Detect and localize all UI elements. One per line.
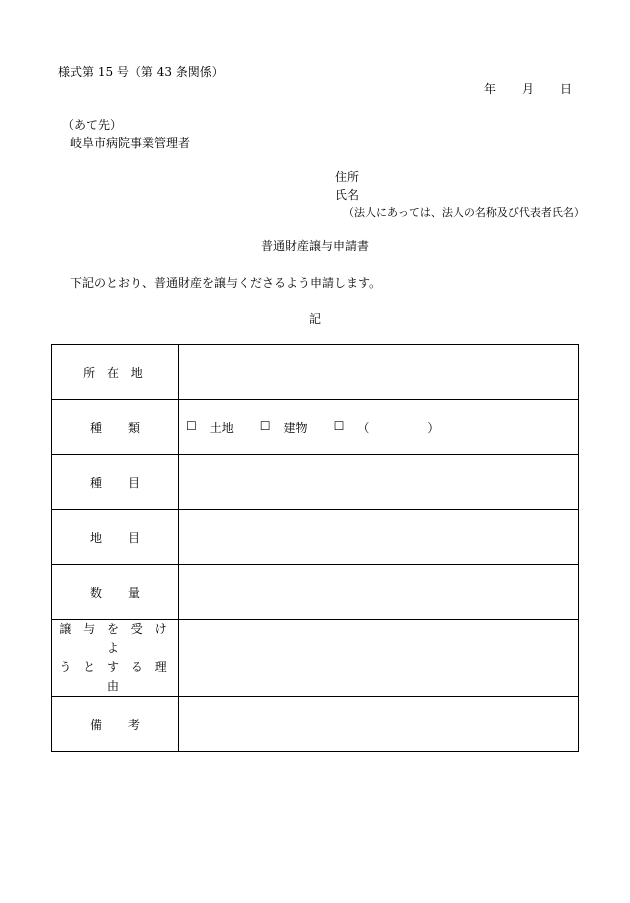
name-label: 氏名 [335, 188, 360, 202]
remarks-label: 備考 [52, 697, 179, 752]
ki-heading: 記 [308, 312, 321, 326]
table-row-quantity [52, 565, 579, 620]
addressee-label: （あて先） [62, 118, 123, 132]
location-label: 所 在 地 [52, 345, 179, 400]
reason-label: 譲 与 を 受 け よ う と す る 理 由 [52, 620, 179, 697]
remarks-field[interactable] [179, 697, 579, 752]
location-field[interactable] [179, 345, 579, 400]
quantity-field[interactable] [179, 565, 579, 620]
table-row-type [52, 400, 579, 455]
land-checkbox[interactable]: ☐ [186, 418, 197, 433]
type-field [179, 400, 579, 455]
other-checkbox[interactable]: ☐ [333, 418, 345, 433]
reason-field[interactable] [179, 620, 579, 697]
category-label: 種目 [52, 455, 179, 510]
date-day: 日 [559, 82, 572, 96]
land-category-label: 地目 [52, 510, 179, 565]
table-row-category [52, 455, 579, 510]
intro-text: 下記のとおり、普通財産を譲与くださるよう申請します。 [70, 276, 382, 290]
date-year: 年 [483, 82, 496, 96]
table-row-reason [52, 620, 579, 697]
type-label: 種類 [52, 400, 179, 455]
building-checkbox[interactable]: ☐ [259, 418, 271, 433]
table-row-remarks [52, 697, 579, 752]
land-category-field[interactable] [179, 510, 579, 565]
category-field[interactable] [179, 455, 579, 510]
addressee-name: 岐阜市病院事業管理者 [70, 136, 191, 150]
table-row-location [52, 345, 579, 400]
name-note: （法人にあっては、法人の名称及び代表者氏名） [343, 206, 585, 219]
land-option-label: 土地 [209, 420, 234, 435]
building-option-label: 建物 [283, 420, 308, 435]
application-table [51, 344, 579, 752]
date-month: 月 [521, 82, 534, 96]
date-line [484, 83, 572, 95]
other-blank[interactable]: （ ） [357, 420, 440, 435]
address-label: 住所 [335, 170, 360, 184]
form-number: 様式第 15 号（第 43 条関係） [58, 65, 224, 79]
quantity-label: 数量 [52, 565, 179, 620]
document-title: 普通財産譲与申請書 [260, 239, 369, 253]
table-row-land-category [52, 510, 579, 565]
